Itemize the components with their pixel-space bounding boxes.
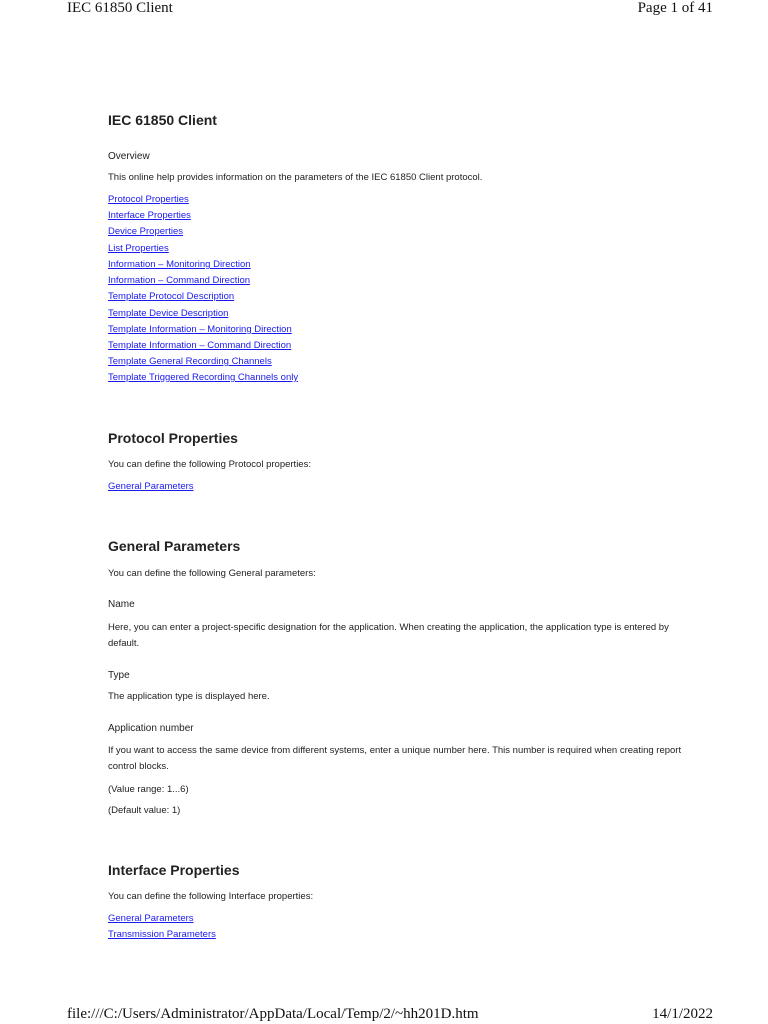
general-parameters-intro: You can define the following General parameters: bbox=[108, 568, 316, 579]
toc-link-template-protocol[interactable]: Template Protocol Description bbox=[108, 291, 235, 302]
type-label: Type bbox=[108, 670, 130, 681]
overview-label: Overview bbox=[108, 151, 150, 162]
interface-link-transmission-parameters[interactable]: Transmission Parameters bbox=[108, 929, 216, 940]
heading-protocol-properties: Protocol Properties bbox=[108, 430, 238, 446]
print-header bbox=[67, 0, 713, 17]
value-range: (Value range: 1...6) bbox=[108, 784, 189, 795]
footer-file-path: file:///C:/Users/Administrator/AppData/Local/Temp/2/~hh201D.htm bbox=[67, 1006, 479, 1022]
toc-link-template-info-monitoring[interactable]: Template Information – Monitoring Direction bbox=[108, 324, 292, 335]
toc-link-template-general-recording[interactable]: Template General Recording Channels bbox=[108, 356, 272, 367]
toc-link-information-monitoring[interactable]: Information – Monitoring Direction bbox=[108, 259, 251, 270]
heading-general-parameters: General Parameters bbox=[108, 538, 241, 554]
name-label: Name bbox=[108, 599, 135, 610]
header-title: IEC 61850 Client bbox=[67, 0, 173, 16]
default-value: (Default value: 1) bbox=[108, 805, 181, 816]
toc-link-list-properties[interactable]: List Properties bbox=[108, 243, 169, 254]
interface-properties-intro: You can define the following Interface properties: bbox=[108, 891, 314, 902]
protocol-link-general-parameters[interactable]: General Parameters bbox=[108, 481, 194, 492]
type-text: The application type is displayed here. bbox=[108, 691, 270, 702]
application-number-text: If you want to access the same device from different systems, enter a unique number here. This number is required when creating report control blocks. bbox=[108, 745, 682, 772]
toc-link-template-device[interactable]: Template Device Description bbox=[108, 308, 229, 319]
footer-date: 14/1/2022 bbox=[652, 1006, 713, 1022]
toc-link-device-properties[interactable]: Device Properties bbox=[108, 226, 183, 237]
overview-text: This online help provides information on the parameters of the IEC 61850 Client protocol. bbox=[108, 172, 483, 183]
toc-link-information-command[interactable]: Information – Command Direction bbox=[108, 275, 251, 286]
toc-link-protocol-properties[interactable]: Protocol Properties bbox=[108, 194, 189, 205]
page-title: IEC 61850 Client bbox=[108, 112, 217, 128]
interface-link-general-parameters[interactable]: General Parameters bbox=[108, 913, 194, 924]
toc-link-template-triggered-recording[interactable]: Template Triggered Recording Channels only bbox=[108, 372, 299, 383]
name-text: Here, you can enter a project-specific designation for the application. When creating the application, the application type is entered by default. bbox=[108, 622, 669, 649]
toc-link-template-info-command[interactable]: Template Information – Command Direction bbox=[108, 340, 292, 351]
protocol-properties-intro: You can define the following Protocol properties: bbox=[108, 459, 311, 470]
toc-link-interface-properties[interactable]: Interface Properties bbox=[108, 210, 191, 221]
print-footer bbox=[67, 1006, 713, 1023]
header-page-number: Page 1 of 41 bbox=[637, 0, 713, 16]
heading-interface-properties: Interface Properties bbox=[108, 862, 240, 878]
application-number-label: Application number bbox=[108, 723, 194, 734]
